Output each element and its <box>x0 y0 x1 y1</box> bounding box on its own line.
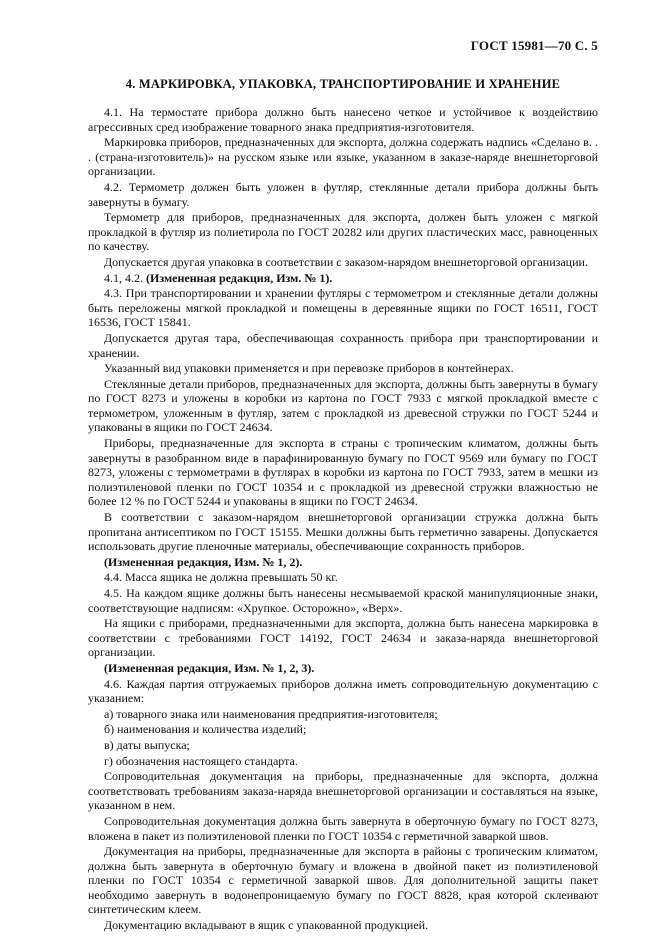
paragraph-4-5: 4.5. На каждом ящике должны быть нанесены несмываемой краской манипуляционные знаки, соответствующие надписям: «Хрупкое. Осторожно», «Верх». <box>88 586 598 615</box>
paragraph-other-packing: Допускается другая упаковка в соответствии с заказом-нарядом внешнеторговой организации. <box>104 254 588 269</box>
page-header: ГОСТ 15981—70 С. 5 <box>470 38 598 53</box>
paragraph-export-box-marking: На ящики с приборами, предназначенными для экспорта, должна быть нанесена маркировка в соответствии с требованиями ГОСТ 14192, ГОСТ 24634 и заказа-наряда внешнеторговой организации. <box>88 616 598 660</box>
paragraph-tropical: Приборы, предназначенные для экспорта в страны с тропическим климатом, должны быть завернуты в разобранном виде в парафинированную бумагу по ГОСТ 9569 или бумагу по ГОСТ 8273, уложены с термометрами в футлярах в коробки из картона по ГОСТ 7933, затем в мешки из полиэтиленовой пленки по ГОСТ 10354 и с прокладкой из древесной стружки влажностью не более 12 % по ГОСТ 5244 и упакованы в ящики по ГОСТ 24634. <box>88 436 598 509</box>
paragraph-other-container: Допускается другая тара, обеспечивающая сохранность прибора при транспортировании и хранении. <box>88 330 598 360</box>
list-item: в) даты выпуска; <box>104 737 190 752</box>
paragraph-docs-wrapping: Сопроводительная документация должна быть завернута в оберточную бумагу по ГОСТ 8273, вложена в пакет из полиэтиленовой пленки по ГОСТ 10354 с герметичной заваркой швов. <box>88 813 598 843</box>
paragraph-export-docs: Сопроводительная документация на приборы, предназначенные для экспорта, должна соответствовать требованиям заказа-наряда внешнеторговой организации и составляться на языке, указанном в нем. <box>88 769 598 813</box>
paragraph-export-packing: Термометр для приборов, предназначенных для экспорта, должен быть уложен с мягкой прокладкой в футляр из полиетирола по ГОСТ 20282 или других пластических масс, равноценных по качеству. <box>88 210 598 254</box>
revision-note-3: (Измененная редакция, Изм. № 1, 2, 3). <box>104 660 315 675</box>
list-item: г) обозначения настоящего стандарта. <box>104 753 298 768</box>
revision-ref: 4.1, 4.2. <box>104 270 146 285</box>
paragraph-4-1: 4.1. На термостате прибора должно быть нанесено четкое и устойчивое к воздействию агрессивных сред изображение товарного знака предприятия-изготовителя. <box>88 105 598 134</box>
revision-note-2: (Измененная редакция, Изм. № 1, 2). <box>104 554 303 569</box>
revision-note: (Измененная редакция, Изм. № 1). <box>146 270 333 285</box>
paragraph-4-6: 4.6. Каждая партия отгружаемых приборов должна иметь сопроводительную документацию с указанием: <box>88 676 598 706</box>
paragraph-tropical-docs: Документация на приборы, предназначенные для экспорта в районы с тропическим климатом, должна быть завернута в оберточную бумагу и вложена в двойной пакет из полиэтиленовой пленки по ГОСТ 10354 с герметичной заваркой швов. Для дополнительной защиты пакет необходимо завернуть в водонепроницаемую бумагу по ГОСТ 8828, края которой склеивают синтетическим клеем. <box>88 844 598 917</box>
paragraph-4-2: 4.2. Термометр должен быть уложен в футляр, стеклянные детали прибора должны быть завернуты в бумагу. <box>88 179 598 209</box>
paragraph-docs-in-box: Документацию вкладывают в ящик с упакованной продукцией. <box>104 918 429 933</box>
paragraph-4-4: 4.4. Масса ящика не должна превышать 50 кг. <box>104 570 338 585</box>
section-title: 4. МАРКИРОВКА, УПАКОВКА, ТРАНСПОРТИРОВАНИЕ И ХРАНЕНИЕ <box>125 77 561 91</box>
paragraph-containers: Указанный вид упаковки применяется и при перевозке приборов в контейнерах. <box>104 361 514 376</box>
paragraph-4-3: 4.3. При транспортировании и хранении футляры с термометром и стеклянные детали должны быть переложены мягкой прокладкой и помещены в деревянные ящики по ГОСТ 16511, ГОСТ 16536, ГОСТ 15841. <box>88 286 598 330</box>
paragraph-revision-1 <box>88 271 598 286</box>
section-body <box>88 105 598 934</box>
list-item: б) наименования и количества изделий; <box>104 722 307 737</box>
paragraph-export-marking: Маркировка приборов, предназначенных для экспорта, должна содержать надпись «Сделано в. . . (страна-изготовитель)» на русском языке или языке, указанном в заказе-наряде внешнеторговой организации. <box>88 135 598 179</box>
paragraph-antiseptic: В соответствии с заказом-нарядом внешнеторговой организации стружка должна быть пропитана антисептиком по ГОСТ 15155. Мешки должны быть герметично заварены. Допускается использовать другие пленочные материалы, обеспечивающие сохранность приборов. <box>88 510 598 554</box>
list-item: а) товарного знака или наименования предприятия-изготовителя; <box>104 706 438 721</box>
paragraph-glass-parts: Стеклянные детали приборов, предназначенных для экспорта, должны быть завернуты в бумагу по ГОСТ 8273 и уложены в коробки из картона по ГОСТ 7933 с мягкой прокладкой вместе с термометром, уложенным в футляр, затем с прокладкой из древесной стружки по ГОСТ 5244 и упакованы в ящики по ГОСТ 24634. <box>88 376 598 435</box>
